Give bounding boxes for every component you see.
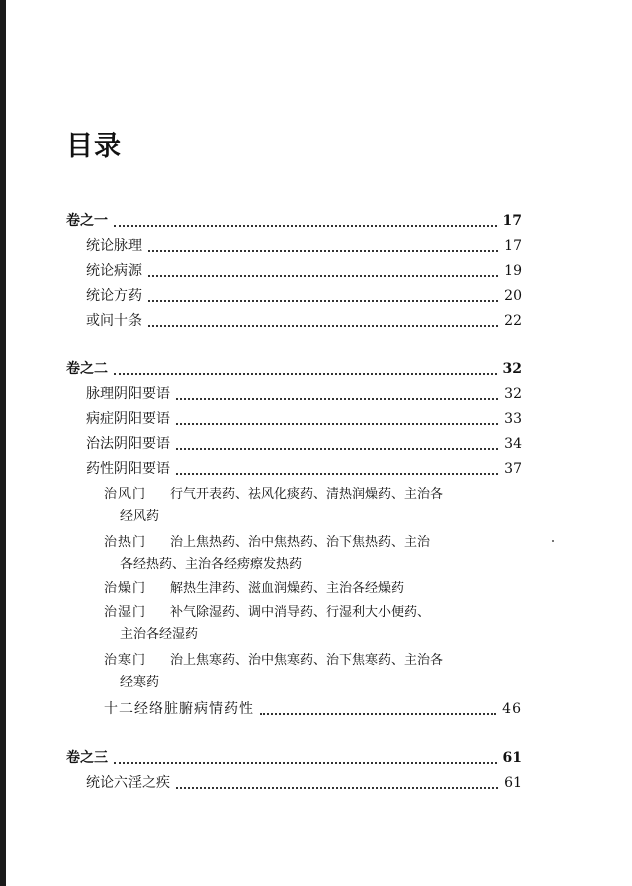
leader-dots [176,397,498,400]
toc-entry[interactable] [86,458,522,480]
scan-speck [552,540,554,542]
toc-page-number: 17 [502,213,522,229]
toc-volume-2[interactable] [66,358,522,380]
toc-entry-label: 十二经络脏腑病情药性 [104,701,254,717]
leader-dots [176,786,498,789]
toc-subentry-category: 治湿门 [104,605,147,620]
toc-subentry-text: 行气开表药、祛风化痰药、清热润燥药、主治各 [170,487,444,502]
toc-page-number: 17 [504,238,522,254]
toc-subentry[interactable] [104,484,443,506]
toc-entry-label: 统论病源 [86,263,142,279]
toc-subentry-category: 治寒门 [104,653,147,668]
toc-subentry-category: 治燥门 [104,581,147,596]
toc-page-number: 32 [502,361,522,377]
toc-entry-label: 或问十条 [86,313,142,329]
toc-page-number: 20 [504,288,522,304]
leader-dots [176,422,498,425]
toc-entry[interactable] [86,260,522,282]
toc-subentry-continuation: 经寒药 [120,675,160,690]
toc-subentry-text: 治上焦寒药、治中焦寒药、治下焦寒药、主治各 [170,653,444,668]
toc-subentry-text: 补气除湿药、调中消导药、行湿利大小便药、 [170,605,431,620]
leader-dots [148,324,498,327]
toc-subentry[interactable] [104,578,404,600]
toc-entry[interactable] [86,285,522,307]
toc-entry-label: 病症阴阳要语 [86,411,170,427]
toc-subentry[interactable] [104,650,443,672]
toc-volume-label: 卷之一 [66,213,108,229]
leader-dots [114,224,497,227]
toc-subentry-continuation: 各经热药、主治各经痨瘵发热药 [120,557,303,572]
toc-subentry[interactable] [104,602,430,624]
toc-entry[interactable] [86,383,522,405]
toc-volume-label: 卷之三 [66,750,108,766]
toc-subentry-continuation: 经风药 [120,509,160,524]
toc-page-number: 37 [504,461,522,477]
toc-page-number: 22 [504,313,522,329]
toc-entry-label: 药性阴阳要语 [86,461,170,477]
leader-dots [148,274,498,277]
toc-entry-label: 统论六淫之疾 [86,775,170,791]
toc-entry[interactable] [104,698,522,720]
toc-subentry[interactable] [104,532,430,554]
leader-dots [114,372,497,375]
toc-page-number: 34 [504,436,522,452]
toc-entry-label: 统论方药 [86,288,142,304]
page-left-border [0,0,6,886]
leader-dots [148,249,498,252]
page-title: 目录 [66,131,122,162]
toc-page-number: 46 [502,701,522,717]
toc-entry[interactable] [86,772,522,794]
toc-page-number: 33 [504,411,522,427]
leader-dots [260,712,496,715]
toc-entry-label: 治法阴阳要语 [86,436,170,452]
leader-dots [148,299,498,302]
toc-entry[interactable] [86,235,522,257]
toc-volume-label: 卷之二 [66,361,108,377]
toc-subentry-category: 治热门 [104,535,147,550]
leader-dots [176,447,498,450]
toc-entry[interactable] [86,310,522,332]
toc-entry[interactable] [86,433,522,455]
toc-page-number: 19 [504,263,522,279]
toc-subentry-continuation: 主治各经湿药 [120,627,199,642]
leader-dots [176,472,498,475]
toc-page-number: 61 [504,775,522,791]
toc-entry-label: 统论脉理 [86,238,142,254]
toc-subentry-text: 治上焦热药、治中焦热药、治下焦热药、主治 [170,535,431,550]
toc-entry[interactable] [86,408,522,430]
toc-subentry-category: 治风门 [104,487,147,502]
toc-volume-3[interactable] [66,747,522,769]
toc-subentry-text: 解热生津药、滋血润燥药、主治各经燥药 [170,581,405,596]
toc-entry-label: 脉理阴阳要语 [86,386,170,402]
toc-page-number: 61 [502,750,522,766]
toc-page-number: 32 [504,386,522,402]
toc-volume-1[interactable] [66,210,522,232]
leader-dots [114,761,497,764]
